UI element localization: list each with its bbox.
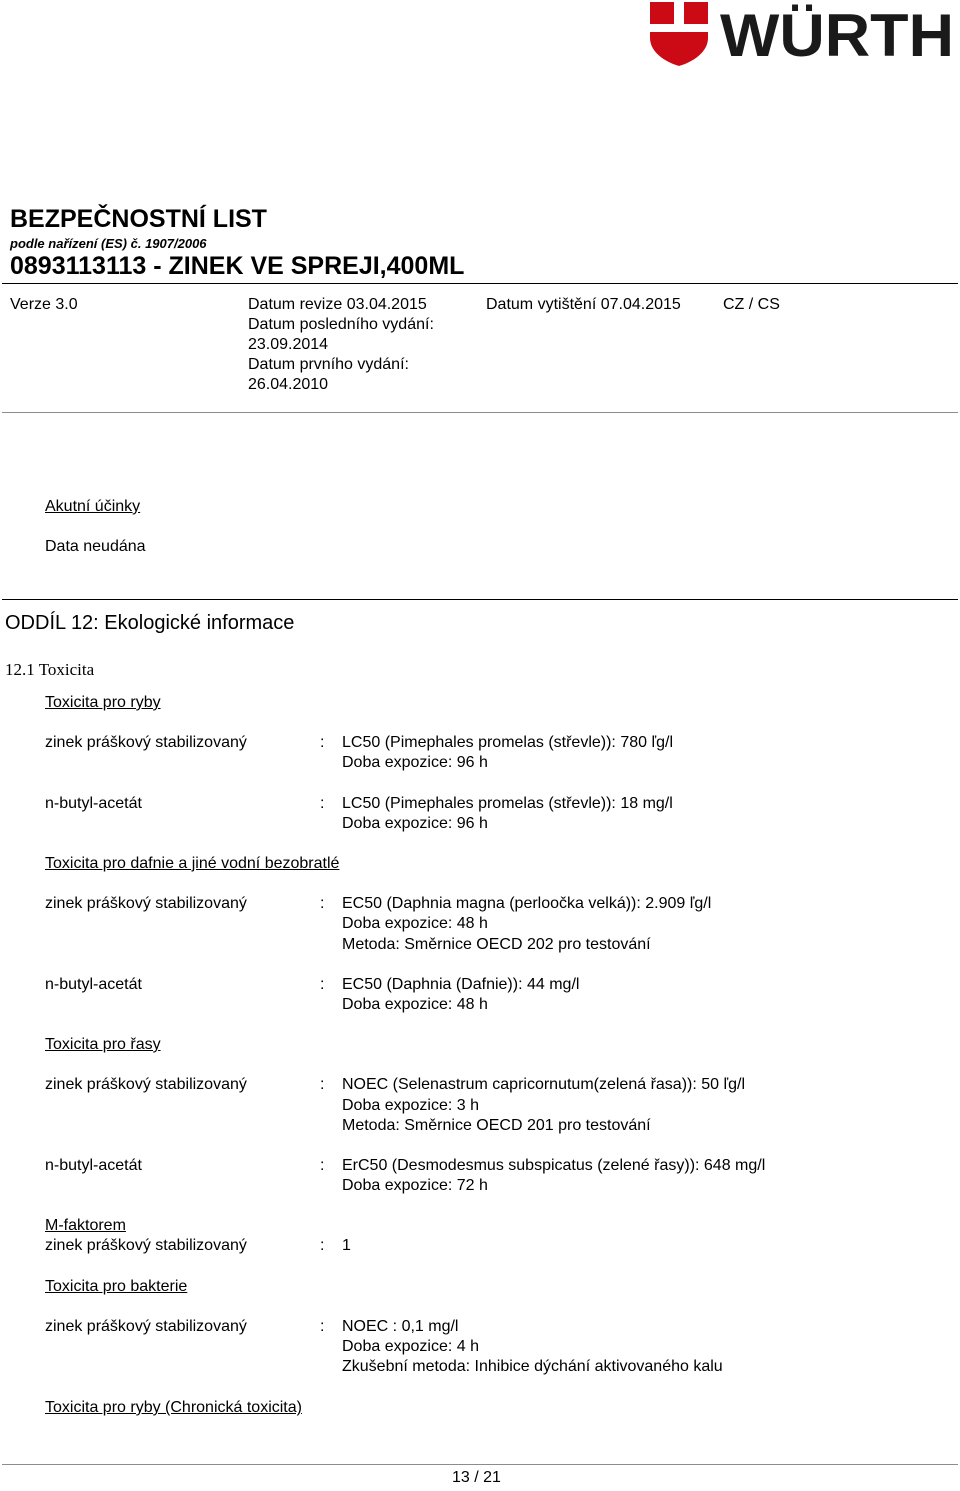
substance-name: n-butyl-acetát — [45, 795, 142, 812]
section-title: ODDÍL 12: Ekologické informace — [5, 612, 295, 634]
first-issue-label: Datum prvního vydání: — [248, 356, 409, 373]
section-divider — [2, 599, 958, 600]
result-line: NOEC : 0,1 mg/l — [342, 1318, 459, 1335]
result-line: Doba expozice: 48 h — [342, 915, 488, 932]
row-colon: : — [320, 1157, 325, 1174]
m-factor-heading: M-faktorem — [45, 1217, 126, 1234]
result-line: Metoda: Směrnice OECD 202 pro testování — [342, 936, 651, 953]
result-line: Doba expozice: 96 h — [342, 815, 488, 832]
first-issue-date: 26.04.2010 — [248, 376, 329, 393]
result-line: ErC50 (Desmodesmus subspicatus (zelené řasy)): 648 mg/l — [342, 1157, 766, 1174]
tox-fish-chronic-heading: Toxicita pro ryby (Chronická toxicita) — [45, 1399, 302, 1416]
revision-date: Datum revize 03.04.2015 — [248, 296, 427, 313]
print-date: Datum vytištění 07.04.2015 — [486, 296, 681, 313]
result-line: Zkušební metoda: Inhibice dýchání aktivovaného kalu — [342, 1358, 723, 1375]
meta-divider — [2, 412, 958, 413]
header-divider — [2, 283, 958, 284]
result-line: Metoda: Směrnice OECD 201 pro testování — [342, 1117, 651, 1134]
wurth-logo-mark — [650, 2, 708, 66]
acute-effects-heading: Akutní účinky — [45, 498, 141, 515]
last-issue-date: 23.09.2014 — [248, 336, 329, 353]
result-line: EC50 (Daphnia (Dafnie)): 44 mg/l — [342, 976, 580, 993]
wurth-logo — [648, 0, 958, 68]
document-subtitle: podle nařízení (ES) č. 1907/2006 — [10, 236, 207, 251]
substance-name: zinek práškový stabilizovaný — [45, 1076, 247, 1093]
tox-algae-heading: Toxicita pro řasy — [45, 1036, 161, 1053]
tox-bacteria-heading: Toxicita pro bakterie — [45, 1278, 188, 1295]
footer-divider — [2, 1464, 958, 1465]
row-colon: : — [320, 734, 325, 751]
substance-name: n-butyl-acetát — [45, 1157, 142, 1174]
substance-name: zinek práškový stabilizovaný — [45, 734, 247, 751]
result-line: Doba expozice: 72 h — [342, 1177, 488, 1194]
product-title: 0893113113 - ZINEK VE SPREJI,400ML — [10, 252, 465, 280]
result-line: NOEC (Selenastrum capricornutum(zelená řasa)): 50 ľg/l — [342, 1076, 746, 1093]
result-line: Doba expozice: 96 h — [342, 754, 488, 771]
result-line: Doba expozice: 4 h — [342, 1338, 479, 1355]
last-issue-label: Datum posledního vydání: — [248, 316, 434, 333]
result-line: LC50 (Pimephales promelas (střevle)): 780 ľg/l — [342, 734, 674, 751]
substance-name: n-butyl-acetát — [45, 976, 142, 993]
m-factor-value: 1 — [342, 1237, 351, 1254]
result-line: Doba expozice: 48 h — [342, 996, 488, 1013]
substance-name: zinek práškový stabilizovaný — [45, 1237, 247, 1254]
row-colon: : — [320, 795, 325, 812]
page-number: 13 / 21 — [452, 1469, 501, 1486]
result-line: Doba expozice: 3 h — [342, 1097, 479, 1114]
acute-effects-text: Data neudána — [45, 538, 146, 555]
row-colon: : — [320, 1318, 325, 1335]
row-colon: : — [320, 895, 325, 912]
wurth-logo-text: WÜRTH — [720, 2, 954, 68]
result-line: EC50 (Daphnia magna (perloočka velká)): 2.909 ľg/l — [342, 895, 712, 912]
tox-fish-heading: Toxicita pro ryby — [45, 694, 161, 711]
row-colon: : — [320, 1076, 325, 1093]
substance-name: zinek práškový stabilizovaný — [45, 895, 247, 912]
section-subtitle: 12.1 Toxicita — [5, 660, 95, 679]
result-line: LC50 (Pimephales promelas (střevle)): 18 mg/l — [342, 795, 673, 812]
substance-name: zinek práškový stabilizovaný — [45, 1318, 247, 1335]
tox-daphnia-heading: Toxicita pro dafnie a jiné vodní bezobratlé — [45, 855, 340, 872]
row-colon: : — [320, 1237, 325, 1254]
locale-label: CZ / CS — [723, 296, 780, 313]
document-title: BEZPEČNOSTNÍ LIST — [10, 205, 267, 233]
version-label: Verze 3.0 — [10, 296, 78, 313]
row-colon: : — [320, 976, 325, 993]
